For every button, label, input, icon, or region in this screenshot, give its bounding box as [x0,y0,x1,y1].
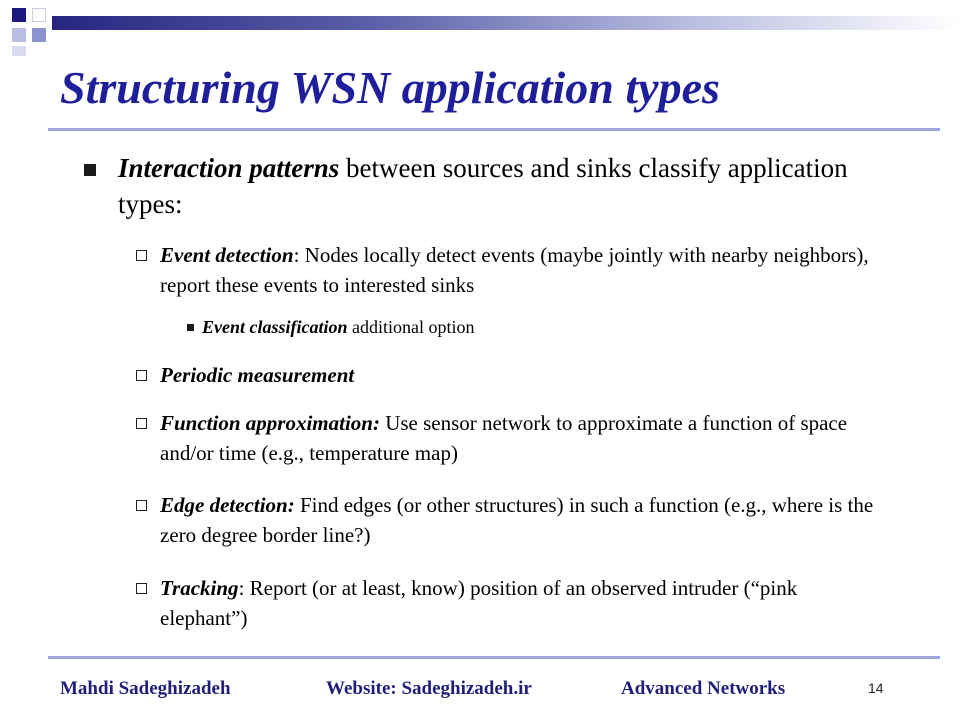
decor-square-light [12,28,26,42]
footer-divider [48,656,940,659]
item-emphasis: Periodic measurement [160,363,355,387]
hollow-square-bullet-icon [136,500,147,511]
item-emphasis: Function approximation: [160,411,380,435]
decor-square-medium [32,28,46,42]
hollow-square-bullet-icon [136,250,147,261]
sub-item-event-classification [202,314,862,340]
footer-website: Website: Sadeghizadeh.ir [326,678,532,699]
main-point-emphasis: Interaction patterns [118,153,340,183]
item-emphasis: Tracking [160,576,239,600]
hollow-square-bullet-icon [136,418,147,429]
square-bullet-icon [84,164,96,176]
item-emphasis: Event detection [160,243,294,267]
small-square-bullet-icon [187,324,194,331]
main-point [118,150,878,222]
item-text: Find edges (or other structures) in such a function (e.g., where is the zero degree border line?) [160,493,874,547]
item-text: Use sensor network to approximate a function of space and/or time (e.g., temperature map) [160,411,848,465]
page-number: 14 [868,680,884,696]
list-item-function-approximation [160,408,880,468]
footer-author: Mahdi Sadeghizadeh [60,678,231,699]
title-divider [48,128,940,131]
decor-square-pale [12,46,26,56]
item-text: : Report (or at least, know) position of an observed intruder (“pink elephant”) [160,576,798,630]
decor-square-white [32,8,46,22]
list-item-tracking [160,573,880,633]
list-item-edge-detection [160,490,880,550]
sub-item-emphasis: Event classification [202,317,348,337]
footer-course: Advanced Networks [621,678,786,699]
hollow-square-bullet-icon [136,583,147,594]
list-item-event-detection [160,240,880,300]
slide-title: Structuring WSN application types [60,62,720,113]
sub-item-text: additional option [347,317,475,337]
top-gradient-bar [52,16,960,30]
hollow-square-bullet-icon [136,370,147,381]
decor-square-dark [12,8,26,22]
item-emphasis: Edge detection: [160,493,295,517]
main-point-text: between sources and sinks classify application types: [118,153,848,219]
item-text: : Nodes locally detect events (maybe jointly with nearby neighbors), report these events to interested sinks [160,243,869,297]
list-item-periodic-measurement [160,360,880,390]
